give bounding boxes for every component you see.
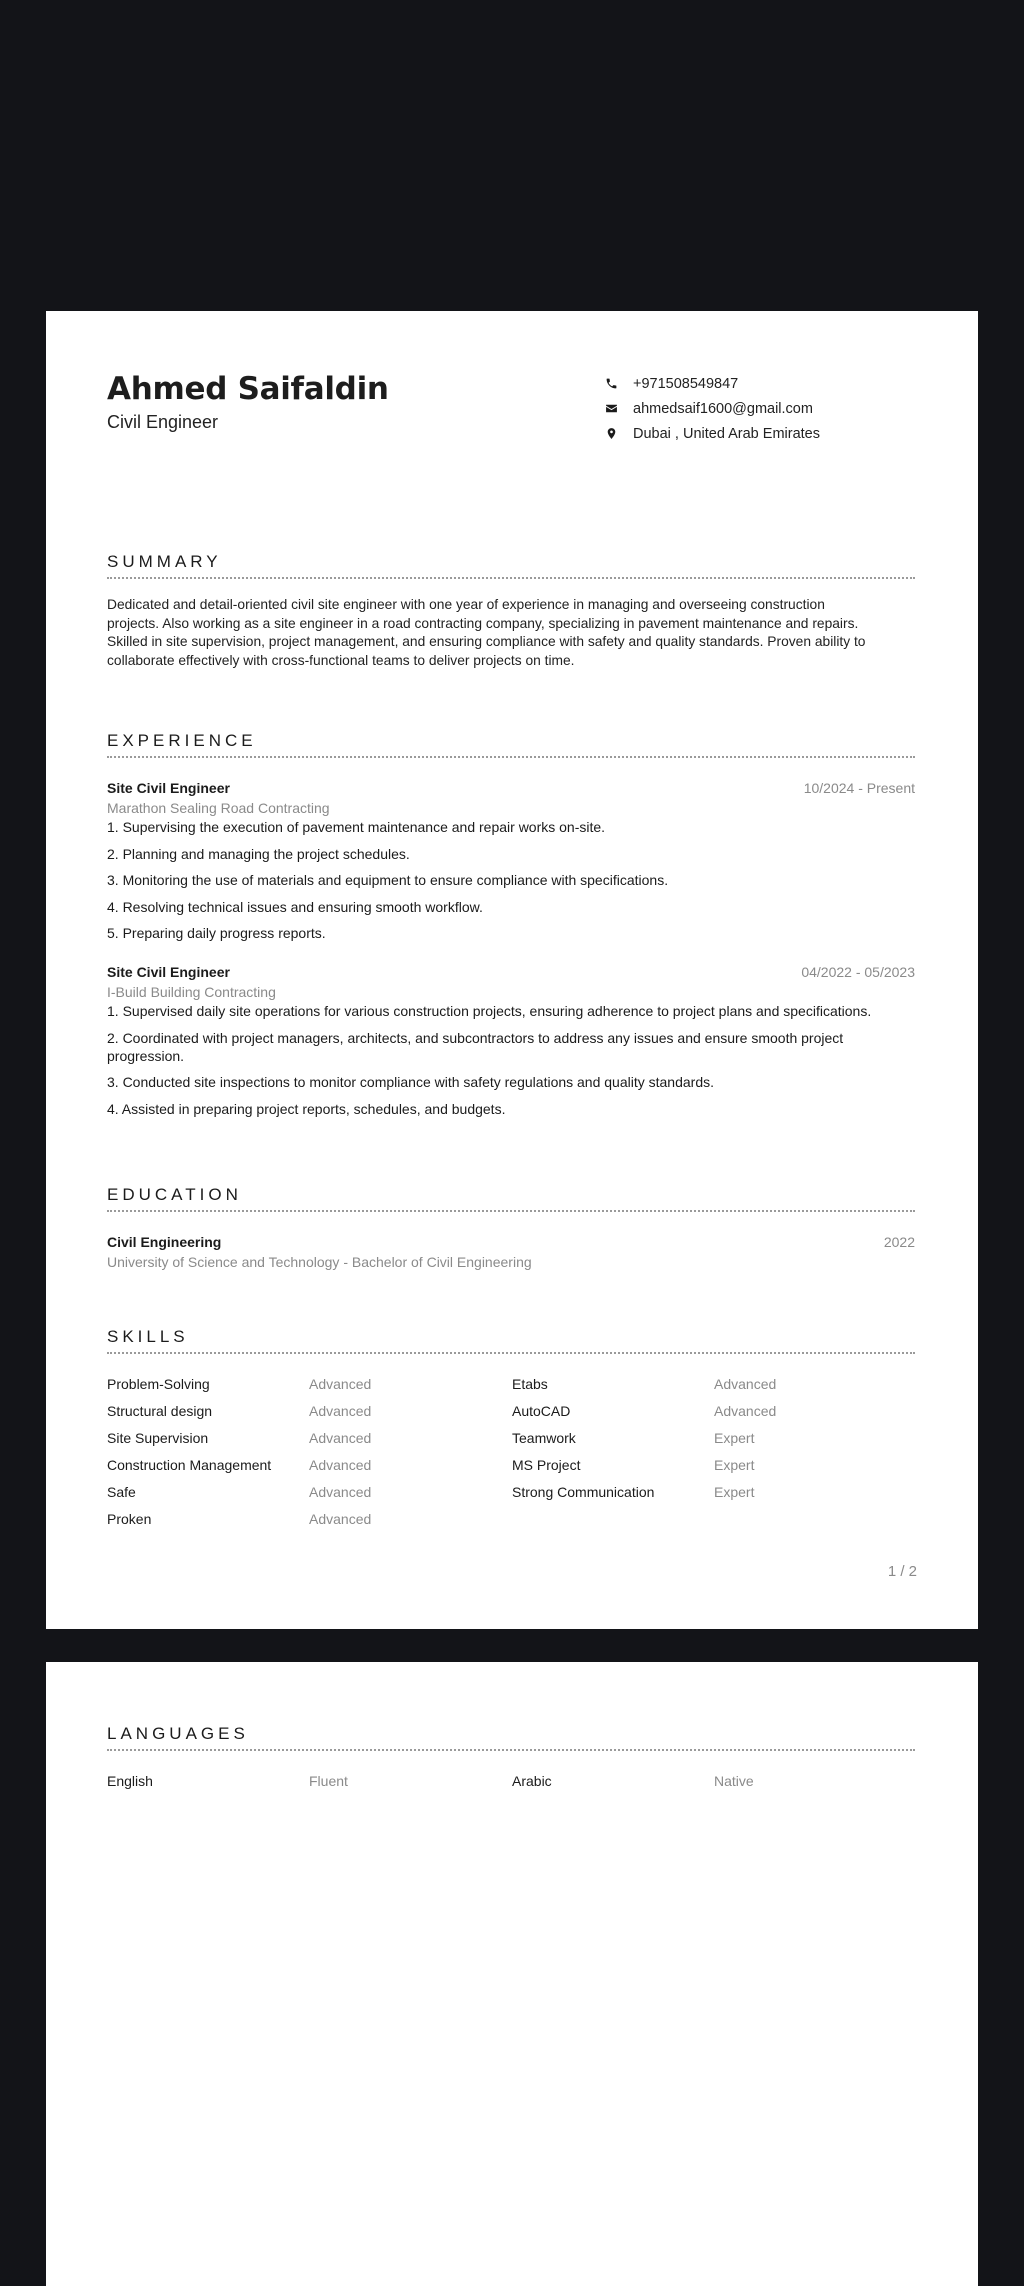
skill-level: Advanced xyxy=(309,1511,372,1527)
experience-section xyxy=(107,730,915,1118)
skill-name: Construction Management xyxy=(107,1457,272,1473)
skill-name: Etabs xyxy=(512,1376,548,1392)
job-bullet: 4. Resolving technical issues and ensuring smooth workflow. xyxy=(107,898,483,915)
skill-row xyxy=(107,1376,915,1403)
skill-level: Expert xyxy=(714,1430,755,1446)
skill-name: Proken xyxy=(107,1511,152,1527)
job-bullet: 1. Supervised daily site operations for various construction projects, ensuring adherence to project plans and specifications. xyxy=(107,1003,872,1019)
language-name: English xyxy=(107,1773,153,1789)
contact-phone-text: +971508549847 xyxy=(633,375,739,392)
job-bullet: 2. Coordinated with project managers, architects, and subcontractors to address any issues and ensure smooth project progression. xyxy=(107,1029,844,1064)
skill-level: Advanced xyxy=(714,1376,777,1392)
skill-name: Problem-Solving xyxy=(107,1376,210,1392)
skill-name: MS Project xyxy=(512,1457,581,1473)
job-bullet: 2. Planning and managing the project schedules. xyxy=(107,845,410,862)
job-company: I-Build Building Contracting xyxy=(107,984,276,1000)
skill-name: Safe xyxy=(107,1484,136,1500)
job-title: Site Civil Engineer xyxy=(107,780,230,796)
skill-level: Expert xyxy=(714,1457,755,1473)
skill-row xyxy=(107,1457,915,1484)
contact-phone xyxy=(605,371,820,396)
skill-row xyxy=(107,1511,915,1538)
summary-line: Skilled in site supervision, project management, and ensuring compliance with safety and quality standards. Proven ability to xyxy=(107,634,866,649)
skill-level: Expert xyxy=(714,1484,755,1500)
skill-level: Advanced xyxy=(714,1403,777,1419)
skill-level: Advanced xyxy=(309,1430,372,1446)
candidate-role: Civil Engineer xyxy=(107,412,219,432)
job-date: 04/2022 - 05/2023 xyxy=(801,964,915,980)
languages-section xyxy=(107,1723,915,1800)
degree-title: Civil Engineering xyxy=(107,1234,222,1250)
resume-page-1 xyxy=(46,311,978,1629)
skill-row xyxy=(107,1403,915,1430)
summary-line: collaborate effectively with cross-functional teams to deliver projects on time. xyxy=(107,652,575,668)
graduation-year: 2022 xyxy=(883,1234,915,1250)
skill-name: AutoCAD xyxy=(512,1403,571,1419)
contact-location-text: Dubai , United Arab Emirates xyxy=(633,425,820,442)
skill-name: Site Supervision xyxy=(107,1430,209,1446)
job-bullet: 3. Conducted site inspections to monitor compliance with safety regulations and quality standards. xyxy=(107,1074,715,1090)
language-name: Arabic xyxy=(512,1773,552,1789)
skill-row xyxy=(107,1484,915,1511)
skill-name: Teamwork xyxy=(512,1430,576,1446)
mail-icon xyxy=(605,402,633,415)
skill-level: Advanced xyxy=(309,1376,372,1392)
language-row xyxy=(107,1773,915,1800)
contact-email xyxy=(605,396,820,421)
skill-level: Advanced xyxy=(309,1403,372,1419)
job-entry xyxy=(107,964,915,1118)
contact-email-text: ahmedsaif1600@gmail.com xyxy=(633,400,813,417)
job-date: 10/2024 - Present xyxy=(803,780,915,796)
language-level: Native xyxy=(714,1773,754,1789)
summary-section xyxy=(107,551,915,670)
education-entry xyxy=(107,1234,915,1271)
language-level: Fluent xyxy=(309,1773,348,1789)
job-bullets xyxy=(107,1002,915,1118)
section-title-education: EDUCATION xyxy=(107,1185,242,1204)
section-title-languages: LANGUAGES xyxy=(107,1724,249,1743)
contact-info xyxy=(605,371,820,446)
section-title-experience: EXPERIENCE xyxy=(107,731,257,750)
summary-line: Dedicated and detail-oriented civil site engineer with one year of experience in managing and overseeing construction xyxy=(107,597,825,612)
job-bullet: 4. Assisted in preparing project reports, schedules, and budgets. xyxy=(107,1100,506,1117)
resume-page-2 xyxy=(46,1662,978,2286)
skills-grid xyxy=(107,1376,915,1538)
languages-grid xyxy=(107,1773,915,1800)
section-divider xyxy=(107,1352,915,1354)
education-section xyxy=(107,1184,915,1271)
location-pin-icon xyxy=(605,427,633,440)
candidate-name: Ahmed Saifaldin xyxy=(107,371,389,407)
job-title: Site Civil Engineer xyxy=(107,964,230,980)
section-divider xyxy=(107,1210,915,1212)
skill-row xyxy=(107,1430,915,1457)
page-number: 1 / 2 xyxy=(887,1563,917,1580)
job-bullets xyxy=(107,818,915,942)
job-bullet: 1. Supervising the execution of pavement maintenance and repair works on-site. xyxy=(107,819,606,835)
job-entry xyxy=(107,780,915,942)
section-divider xyxy=(107,577,915,579)
skill-name: Structural design xyxy=(107,1403,213,1419)
school-name: University of Science and Technology - Bachelor of Civil Engineering xyxy=(107,1254,532,1270)
job-bullet: 3. Monitoring the use of materials and equipment to ensure compliance with specifications. xyxy=(107,872,669,888)
section-title-summary: SUMMARY xyxy=(107,552,222,571)
section-divider xyxy=(107,756,915,758)
summary-line: projects. Also working as a site engineer in a road contracting company, specializing in pavement maintenance and repairs. xyxy=(107,615,859,631)
skill-name: Strong Communication xyxy=(512,1484,655,1500)
job-company: Marathon Sealing Road Contracting xyxy=(107,800,330,816)
contact-location xyxy=(605,421,820,446)
skill-level: Advanced xyxy=(309,1457,372,1473)
job-bullet: 5. Preparing daily progress reports. xyxy=(107,925,326,941)
phone-icon xyxy=(605,377,633,390)
section-title-skills: SKILLS xyxy=(107,1327,189,1346)
skills-section xyxy=(107,1326,915,1538)
summary-text xyxy=(107,596,915,670)
skill-level: Advanced xyxy=(309,1484,372,1500)
section-divider xyxy=(107,1749,915,1751)
